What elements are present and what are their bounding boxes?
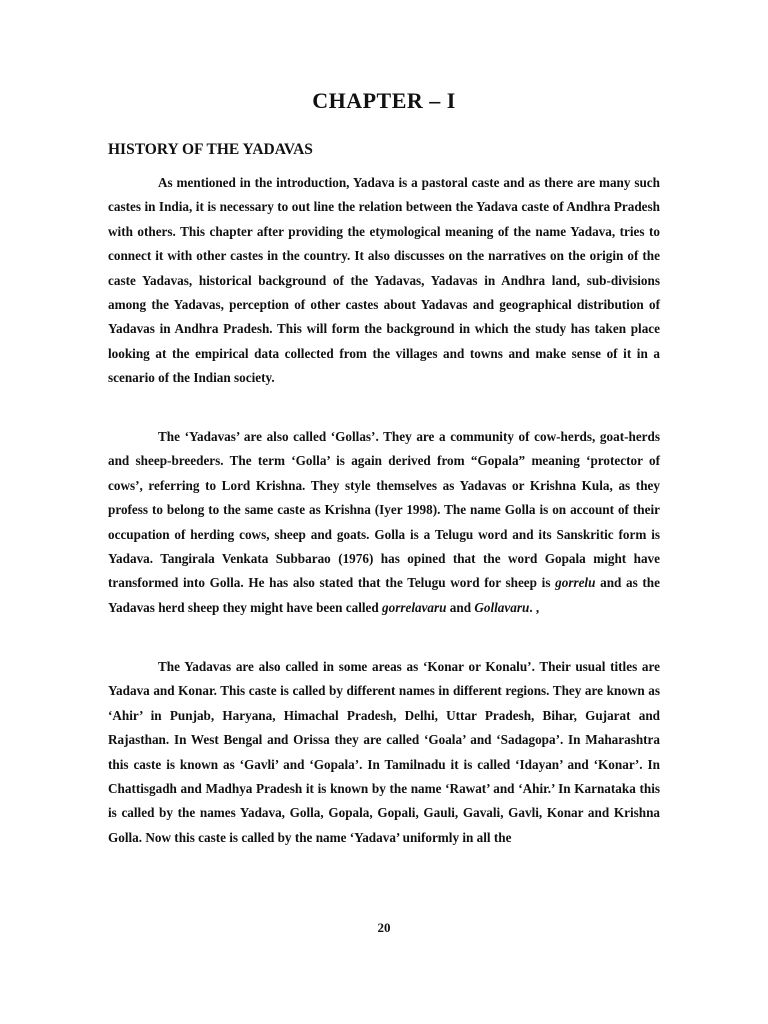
paragraph-3 [108,655,660,850]
italic-term: gorrelu [555,575,596,591]
paragraph-text: . , [529,599,540,615]
paragraph-text: The ‘Yadavas’ are also called ‘Gollas’. They are a community of cow-herds, goat-herds and sheep-breeders. The term ‘Golla’ is again derived from “Gopala” meaning ‘protector of cows’, referring to Lord Krishna. They style themselves as Yadavas or Krishna Kula, as they profess to belong to the same caste as Krishna (Iyer 1998). The name Golla is on account of their occupation of herding cows, sheep and goats. Golla is a Telugu word and its Sanskritic form is Yadava. Tangirala Venkata Subbarao (1976) has opined that the word Gopala might have transformed into Golla. He has also stated that the Telugu word for sheep is [108,429,660,591]
italic-term: Gollavaru [474,599,530,615]
paragraph-2 [108,425,660,620]
paragraph-text: and as the Yadavas herd sheep they might have been called [108,575,660,615]
page-number: 20 [377,920,391,935]
paragraph-text: As mentioned in the introduction, Yadava is a pastoral caste and as there are many such castes in India, it is necessary to out line the relation between the Yadava caste of Andhra Pradesh with others. This chapter after providing the etymological meaning of the name Yadava, tries to connect it with other castes in the country. It also discusses on the narratives on the origin of the caste Yadavas, historical background of the Yadavas, Yadavas in Andhra land, sub-divisions among the Yadavas, perception of other castes about Yadavas and geographical distribution of Yadavas in Andhra Pradesh. This will form the background in which the study has taken place looking at the empirical data collected from the villages and towns and make sense of it in a scenario of the Indian society. [108,175,660,386]
paragraph-1 [108,171,660,391]
italic-term: gorrelavaru [382,599,447,615]
section-heading: HISTORY OF THE YADAVAS [108,141,313,158]
paragraph-text: and [446,599,475,615]
paragraph-text: The Yadavas are also called in some areas as ‘Konar or Konalu’. Their usual titles are Yadava and Konar. This caste is called by different names in different regions. They are known as ‘Ahir’ in Punjab, Haryana, Himachal Pradesh, Delhi, Uttar Pradesh, Bihar, Gujarat and Rajasthan. In West Bengal and Orissa they are called ‘Goala’ and ‘Sadagopa’. In Maharashtra this caste is known as ‘Gavli’ and ‘Gopala’. In Tamilnadu it is called ‘Idayan’ and ‘Konar’. In Chattisgadh and Madhya Pradesh it is known by the name ‘Rawat’ and ‘Ahir.’ In Karnataka this is called by the names Yadava, Golla, Gopala, Gopali, Gauli, Gavali, Gavli, Konar and Krishna Golla. Now this caste is called by the name ‘Yadava’ uniformly in all the [108,659,660,845]
chapter-title: CHAPTER – I [312,88,456,113]
